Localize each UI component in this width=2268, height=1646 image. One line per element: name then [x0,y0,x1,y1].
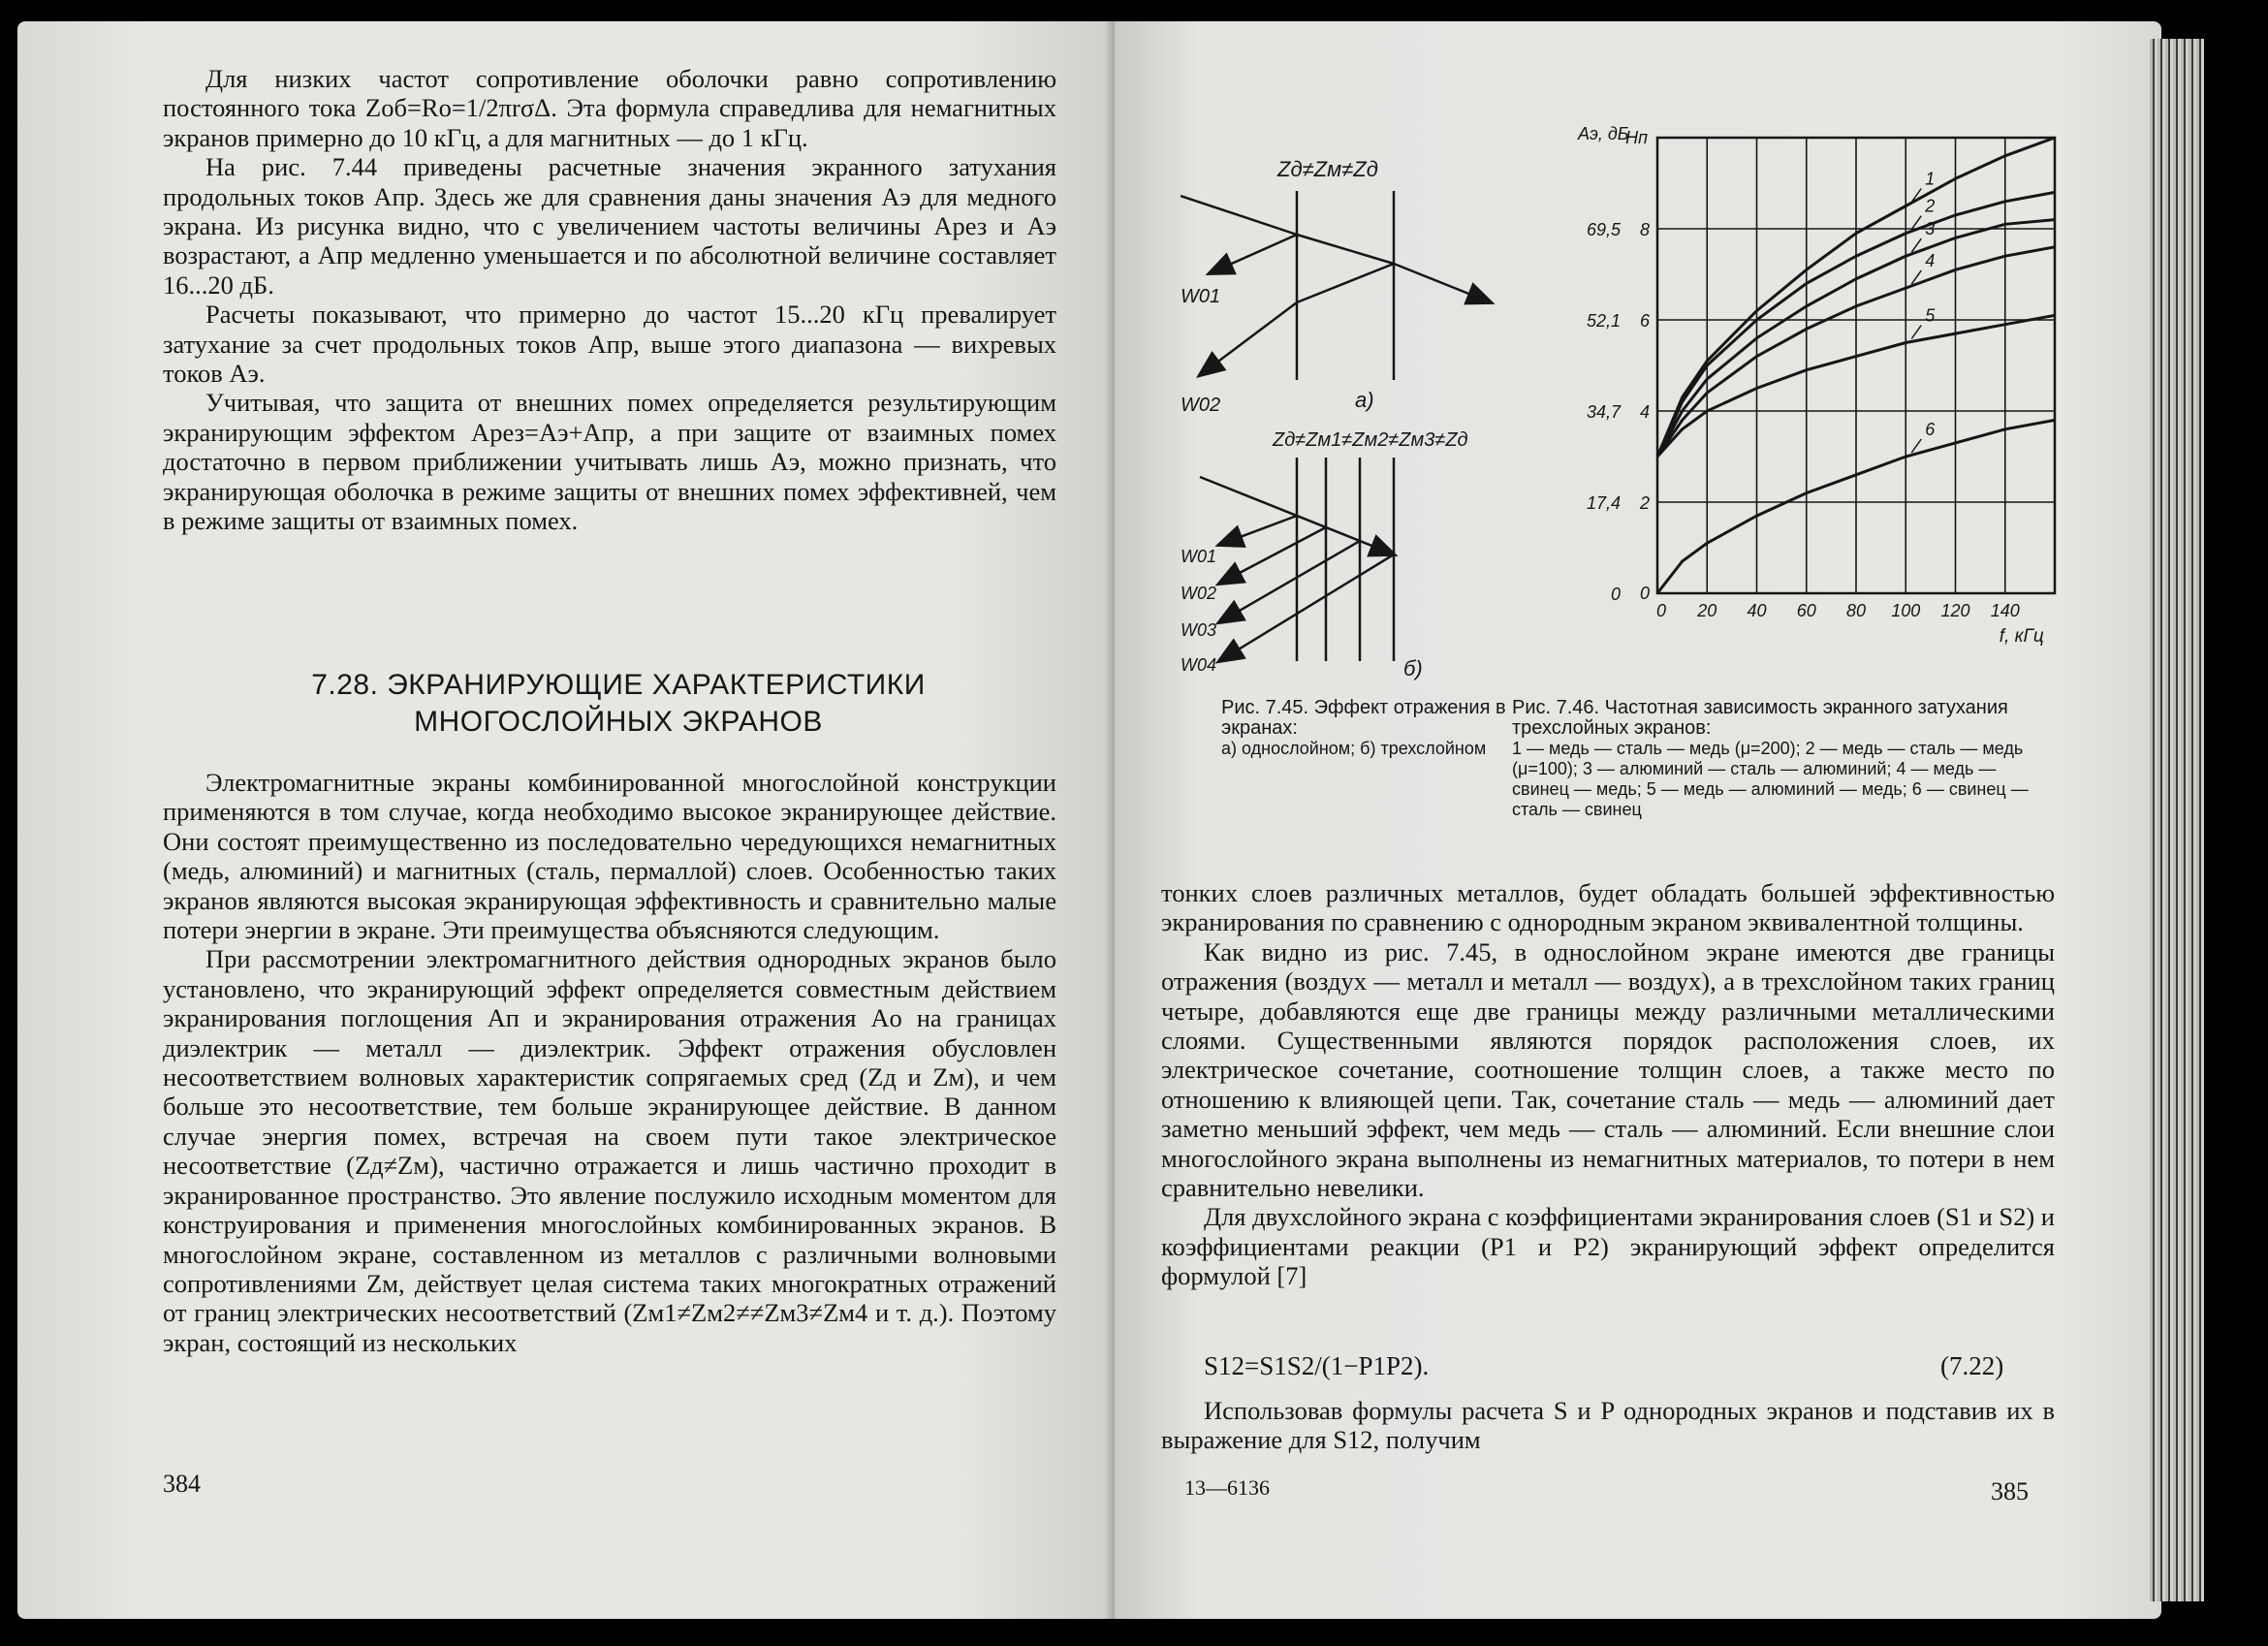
fig-a-incident-ray [1181,196,1297,235]
caption-body: 1 — медь — сталь — медь (μ=200); 2 — медь — сталь — медь (μ=100); 3 — алюминий — сталь — алюминий; 4 — медь — свинец — медь; 5 — медь — алюминий — медь; 6 — свинец — сталь — свинец [1512,739,2029,819]
signature-mark: 13—6136 [1184,1475,1270,1500]
chart-x-tick-label: 140 [1990,601,2020,620]
chart-series-label: 2 [1925,196,1936,216]
paragraph: Как видно из рис. 7.45, в однослойном экране имеются две границы отражения (воздух — металл и металл — воздух), а в трехслойном таких границ четыре, добавляются еще две границы между различными металлическими слоями. Существенными являются порядок расположения слоев, их электрическое сочетание, соотношение толщин слоев, а также место по отношению к влияющей цепи. Так, сочетание сталь — медь — алюминий дает заметно меньший эффект, чем медь — сталь — алюминий. Если внешние слои многослойного экрана выполнены из немагнитных материалов, то потери в нем сравнительно невелики. [1161,936,2055,1203]
paragraph: Для двухслойного экрана с коэффициентами экранирования слоев (S1 и S2) и коэффициентами реакции (P1 и P2) экранирующий эффект определится формулой [7] [1161,1202,2055,1291]
right-text-block [1161,878,2055,1291]
formula-number: (7.22) [1940,1351,2004,1380]
chart-y-tick-label-db: 0 [1610,585,1621,604]
paragraph: На рис. 7.44 приведены расчетные значения экранного затухания продольных токов Aпр. Здесь же для сравнения даны значения Aэ для медного экрана. Из рисунка видно, что с увеличением частоты величины Aрез и Aэ возрастают, а Aпр медленно уменьшается и по абсолютной величине составляет 16...20 дБ. [163,152,1056,300]
chart-y-tick-label-np: 8 [1639,220,1650,239]
fig-label-w01: W01 [1181,286,1221,307]
chart-y-axis-title-np: Нп [1625,128,1648,147]
chart-x-tick-label: 60 [1796,601,1816,620]
right-text-block-2 [1161,1396,2055,1455]
chart-x-tick-label: 20 [1697,601,1717,620]
fig-a-internal-reflect [1297,264,1394,302]
fig-label-w03: W03 [1181,620,1217,640]
fig-label-w04: W04 [1181,655,1217,675]
fig-b-formula: Zд≠Zм1≠Zм2≠Zм3≠Zд [1273,429,1468,451]
figure-7-45 [1181,138,1607,681]
fig-a-transmitted-ray [1394,264,1491,302]
chart-series-label: 3 [1925,219,1936,239]
paragraph: Учитывая, что защита от внешних помех определяется результирующим экранирующим эффектом Aрез=Aэ+Aпр, а при защите от взаимных помех достаточно в первом приближении учитывать лишь Aэ, можно признать, что экранирующая оболочка в режиме защиты от внешних помех эффективней, чем в режиме защиты от взаимных помех. [163,388,1056,536]
page-number: 385 [1991,1477,2029,1505]
fig-b-ray-w01 [1219,516,1297,545]
paragraph: При рассмотрении электромагнитного действия однородных экранов было установлено, что экранирующий эффект определяется совместным действием экранирования поглощения Aп и экранирования отражения Ao на границах диэлектрик — металл — диэлектрик. Эффект отражения обусловлен несоответствием волновых характеристик сопрягаемых сред (Zд и Zм), и чем больше это несоответствие, тем больше экранирующее действие. В данном случае энергия помех, встречая на своем пути такое электрическое несоответствие (Zд≠Zм), частично отражается и лишь частично проходит в экранированное пространство. Это явление послужило исходным моментом для конструирования и применения многослойных комбинированных экранов. В многослойном экране, составленном из металлов с различными волновыми сопротивлениями Zм, действует целая система таких многократных отражений от границ электрических несоответствий (Zм1≠Zм2≠≠Zм3≠Zм4 и т. д.). Поэтому экран, состоящий из нескольких [163,944,1056,1357]
left-text-block-2 [163,768,1056,1357]
left-page [17,21,1115,1619]
page-number: 384 [163,1470,201,1498]
chart-x-tick-label: 80 [1845,601,1867,620]
chart-x-tick-label: 120 [1940,601,1970,620]
chart-y-tick-label-db: 17,4 [1586,493,1621,513]
fig-a-w02-ray [1200,302,1297,375]
chart-y-tick-label-np: 6 [1639,311,1650,331]
paragraph: Электромагнитные экраны комбинированной многослойной конструкции применяются в том случае, когда необходимо высокое экранирующее действие. Они состоят преимущественно из последовательно чередующихся немагнитных (медь, алюминий) и магнитных (сталь, пермаллой) слоев. Особенностью таких экранов являются высокая экранирующая эффективность и сравнительно малые потери энергии в экране. Эти преимущества объясняются следующим. [163,768,1056,945]
chart-series-label: 4 [1925,251,1936,271]
chart-series-leader [1911,326,1921,339]
right-page [1115,21,2161,1619]
chart-series-label: 6 [1925,420,1936,439]
caption-body: а) однослойном; б) трехслойном [1221,739,1487,758]
left-text-block [163,64,1056,536]
chart-y-tick-label-np: 2 [1639,493,1650,513]
fig-b-ray-w03 [1219,541,1360,622]
chart-y-axis-title: Aэ, дБ [1578,124,1629,143]
paragraph: тонких слоев различных металлов, будет обладать большей эффективностью экранирования по сравнению с однородным экраном эквивалентной толщины. [1161,878,2055,937]
chart-y-tick-label-np: 0 [1639,584,1650,603]
fig-b-ray-w02 [1219,527,1326,584]
fig-label-w02: W02 [1181,584,1217,603]
chart-series-leader [1911,439,1921,453]
chart-x-axis-title: f, кГц [1999,626,2044,647]
figure-7-46-chart [1551,109,2132,710]
chart-y-tick-label-db: 69,5 [1586,220,1621,239]
paragraph: Использовав формулы расчета S и P однородных экранов и подставив их в выражение для S12, получим [1161,1396,2055,1455]
chart-y-tick-label-db: 52,1 [1586,311,1621,331]
fig-tag-b: б) [1403,656,1423,681]
chart-y-tick-label-np: 4 [1639,402,1650,422]
fig-a-formula: Zд≠Zм≠Zд [1277,157,1378,181]
caption-title: Рис. 7.46. Частотная зависимость экранного затухания трехслойных экранов: [1512,697,2008,739]
fig-tag-a: а) [1355,388,1374,412]
page-edges [2150,39,2204,1601]
chart-series-label: 1 [1925,169,1936,189]
fig-a-reflected-ray [1210,235,1297,273]
chart-y-tick-label-db: 34,7 [1586,402,1621,422]
section-heading-line: МНОГОСЛОЙНЫХ ЭКРАНОВ [414,706,823,738]
figure-7-46-caption [1512,698,2031,820]
paragraph: Для низких частот сопротивление оболочки равно сопротивлению постоянного тока Zоб=Ro=1/2πrσΔ. Эта формула справедлива для немагнитных экранов примерно до 10 кГц, а для магнитных — до 1 кГц. [163,64,1056,152]
formula: S12=S1S2/(1−P1P2). [1204,1351,1430,1380]
fig-label-w01: W01 [1181,547,1217,566]
chart-x-tick-label: 0 [1655,601,1667,620]
paragraph: Расчеты показывают, что примерно до частот 15...20 кГц превалирует затухание за счет продольных токов Aпр, выше этого диапазона — вихревых токов Aэ. [163,300,1056,389]
caption-title: Рис. 7.45. Эффект отражения в экранах: [1221,697,1506,739]
fig-label-w02: W02 [1181,395,1221,416]
chart-x-tick-label: 40 [1747,601,1767,620]
chart-x-tick-label: 100 [1891,601,1921,620]
figure-7-45-caption [1221,698,1512,759]
section-heading [192,667,1045,741]
section-heading-line: 7.28. ЭКРАНИРУЮЩИЕ ХАРАКТЕРИСТИКИ [311,669,926,701]
fig-a-internal-ray [1297,235,1394,264]
chart-series-label: 5 [1925,305,1936,326]
